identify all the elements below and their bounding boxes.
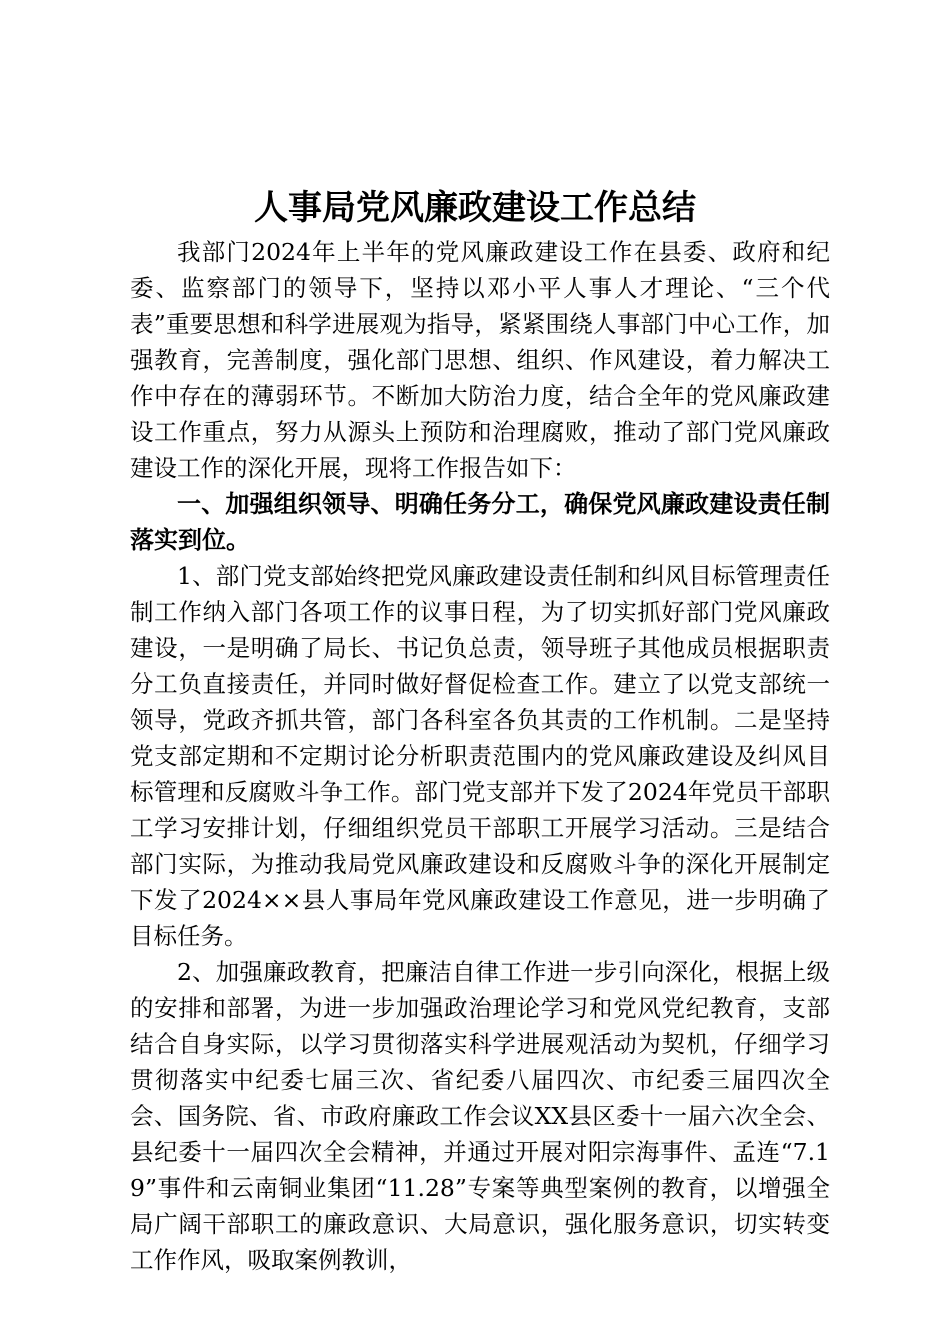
- intro-paragraph: 我部门2024年上半年的党风廉政建设工作在县委、政府和纪委、监察部门的领导下，坚持以邓小平人事人才理论、“三个代表”重要思想和科学进展观为指导，紧紧围绕人事部门中心工作，加强教育，完善制度，强化部门思想、组织、作风建设，着力解决工作中存在的薄弱环节。不断加大防治力度，结合全年的党风廉政建设工作重点，努力从源头上预防和治理腐败，推动了部门党风廉政建设工作的深化开展，现将工作报告如下：: [130, 238, 830, 482]
- body-paragraph-1: 1、部门党支部始终把党风廉政建设责任制和纠风目标管理责任制工作纳入部门各项工作的议事日程，为了切实抓好部门党风廉政建设，一是明确了局长、书记负总责，领导班子其他成员根据职责分工负直接责任，并同时做好督促检查工作。建立了以党支部统一领导，党政齐抓共管，部门各科室各负其责的工作机制。二是坚持党支部定期和不定期讨论分析职责范围内的党风廉政建设及纠风目标管理和反腐败斗争工作。部门党支部并下发了2024年党员干部职工学习安排计划，仔细组织党员干部职工开展学习活动。三是结合部门实际，为推动我局党风廉政建设和反腐败斗争的深化开展制定下发了2024××县人事局年党风廉政建设工作意见，进一步明确了目标任务。: [130, 562, 830, 950]
- body-paragraph-2: 2、加强廉政教育，把廉洁自律工作进一步引向深化，根据上级的安排和部署，为进一步加强政治理论学习和党风党纪教育，支部结合自身实际，以学习贯彻落实科学进展观活动为契机，仔细学习贯彻落实中纪委七届三次、省纪委八届四次、市纪委三届四次全会、国务院、省、市政府廉政工作会议XX县区委十一届六次全会、县纪委十一届四次全会精神，并通过开展对阳宗海事件、孟连“7.19”事件和云南铜业集团“11.28”专案等典型案例的教育，以增强全局广阔干部职工的廉政意识、大局意识，强化服务意识，切实转变工作作风，吸取案例教训，: [130, 958, 830, 1274]
- document-body: [130, 234, 830, 1278]
- document-title: 人事局党风廉政建设工作总结: [254, 188, 696, 228]
- section-heading-1: 一、加强组织领导、明确任务分工，确保党风廉政建设责任制落实到位。: [130, 490, 830, 554]
